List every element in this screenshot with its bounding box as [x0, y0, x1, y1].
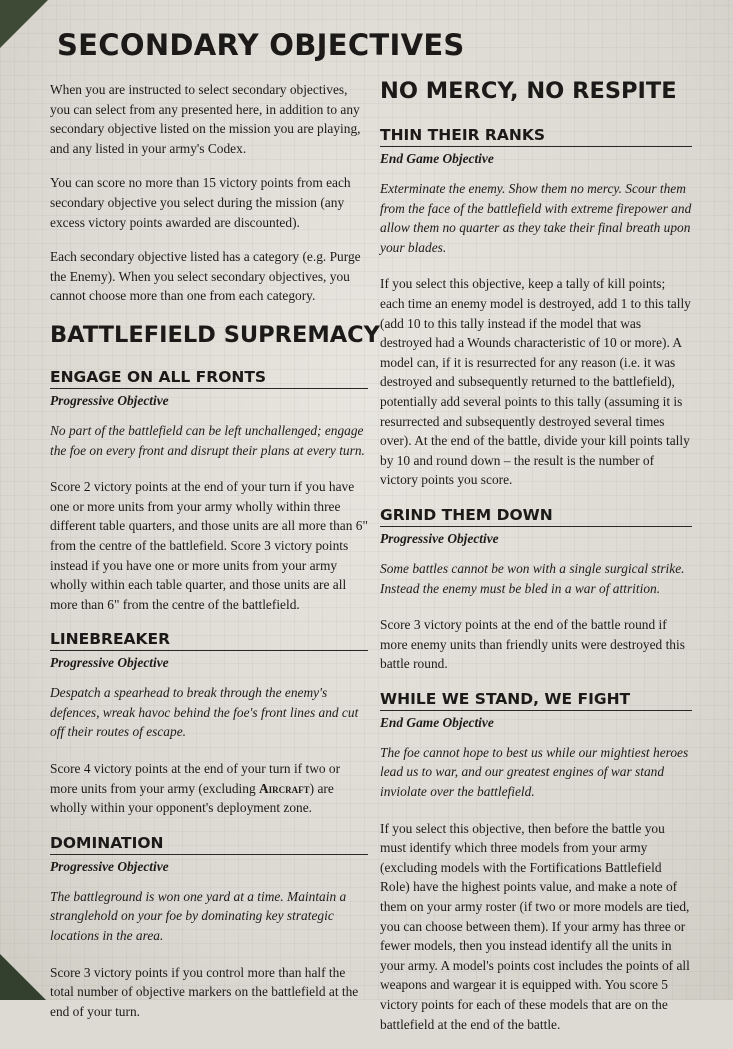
rule-text-part: ) are wholly within your opponent's deployment zone.: [50, 780, 334, 816]
intro-paragraph: Each secondary objective listed has a category (e.g. Purge the Enemy). When you select secondary objectives, you cannot choose more than one from each category.: [50, 249, 361, 304]
flavor-text: Exterminate the enemy. Show them no mercy. Scour them from the face of the battlefield with extreme firepower and allow them no quarter as they take their final breath upon your blades.: [380, 181, 692, 255]
left-column: [50, 80, 380, 1036]
corner-decoration: [0, 0, 48, 48]
section-heading-battlefield-supremacy: BATTLEFIELD SUPREMACY: [50, 321, 380, 348]
rule-text: [50, 759, 368, 818]
flavor-text: The battleground is won one yard at a time. Maintain a stranglehold on your foe by dominating key strategic locations in the area.: [50, 888, 347, 944]
objective-type: Progressive Objective: [50, 858, 169, 874]
objective-title-grind: GRIND THEM DOWN: [380, 506, 692, 527]
rule-text: If you select this objective, then before the battle you must identify which three models from your army (excluding models with the Fortifications Battlefield Role) have the highest points value, and make a note of them on your army roster (if two or more models are tied, you can choose between them). If your army has three or fewer models, then you instead identify all the units in your army. A model's points cost includes the points of all weapons and wargear it is equipped with. You score 5 victory points for each of these models that are on the battlefield at the end of the battle.: [380, 820, 690, 1032]
objective-title-thin-ranks: THIN THEIR RANKS: [380, 126, 692, 147]
intro-paragraph: You can score no more than 15 victory points from each secondary objective you select during the mission (any excess victory points awarded are discounted).: [50, 175, 351, 230]
objective-type: End Game Objective: [380, 714, 494, 730]
flavor-text: Some battles cannot be won with a single surgical strike. Instead the enemy must be bled in a war of attrition.: [380, 560, 685, 596]
flavor-text: Despatch a spearhead to break through the enemy's defences, wreak havoc behind the foe's front lines and cut off their routes of escape.: [50, 685, 359, 740]
objective-title-engage: ENGAGE ON ALL FRONTS: [50, 368, 368, 389]
flavor-text: No part of the battlefield can be left unchallenged; engage the foe on every front and disrupt their plans at every turn.: [50, 422, 365, 458]
right-column: [380, 78, 692, 1049]
keyword-aircraft: Aircraft: [259, 780, 310, 796]
objective-type: Progressive Objective: [50, 655, 169, 671]
objective-type: End Game Objective: [380, 151, 494, 166]
objective-title-stand: WHILE WE STAND, WE FIGHT: [380, 690, 692, 711]
rule-text: Score 2 victory points at the end of your turn if you have one or more units from your army wholly within three different table quarters, and those units are all more than 6" from the centre of the battlefield. Score 3 victory points instead if you have one or more units from your army wholly within each table quarter, and those units are all more than 6" from the centre of the battlefield.: [50, 479, 368, 612]
intro-paragraph: When you are instructed to select secondary objectives, you can select from any presented here, in addition to any secondary objective listed on the mission you are playing, and any listed in your army's Codex.: [50, 82, 361, 156]
flavor-text: The foe cannot hope to best us while our mightiest heroes lead us to war, and our greatest engines of war stand inviolate over the battlefield.: [380, 744, 689, 800]
objective-title-linebreaker: LINEBREAKER: [50, 630, 368, 651]
objective-title-domination: DOMINATION: [50, 834, 368, 855]
page-title: SECONDARY OBJECTIVES: [57, 28, 465, 62]
rule-text: If you select this objective, keep a tally of kill points; each time an enemy model is destroyed, add 1 to this tally (add 10 to this tally instead if the model that was destroyed had a Wounds characteristic of 10 or more). A model can, if it is resurrected for any reason (i.e. it was destroyed and subsequently returned to the battlefield), potentially add several points to this tally (assuming it is resurrected and subsequently destroyed several times over). At the end of the battle, divide your kill points tally by 10 and round down – the result is the number of victory points you score.: [380, 276, 691, 488]
objective-type: Progressive Objective: [50, 392, 169, 408]
rule-text: Score 3 victory points if you control more than half the total number of objective markers on the battlefield at the end of your turn.: [50, 964, 359, 1019]
corner-decoration: [0, 954, 46, 1000]
objective-type: Progressive Objective: [380, 530, 499, 546]
section-heading-no-mercy: NO MERCY, NO RESPITE: [380, 78, 677, 104]
rule-text-part: Score 4 victory points at the end of your turn if two or more units from your army (excluding: [50, 761, 341, 796]
rule-text: Score 3 victory points at the end of the battle round if more enemy units than friendly units were destroyed this battle round.: [380, 617, 685, 672]
